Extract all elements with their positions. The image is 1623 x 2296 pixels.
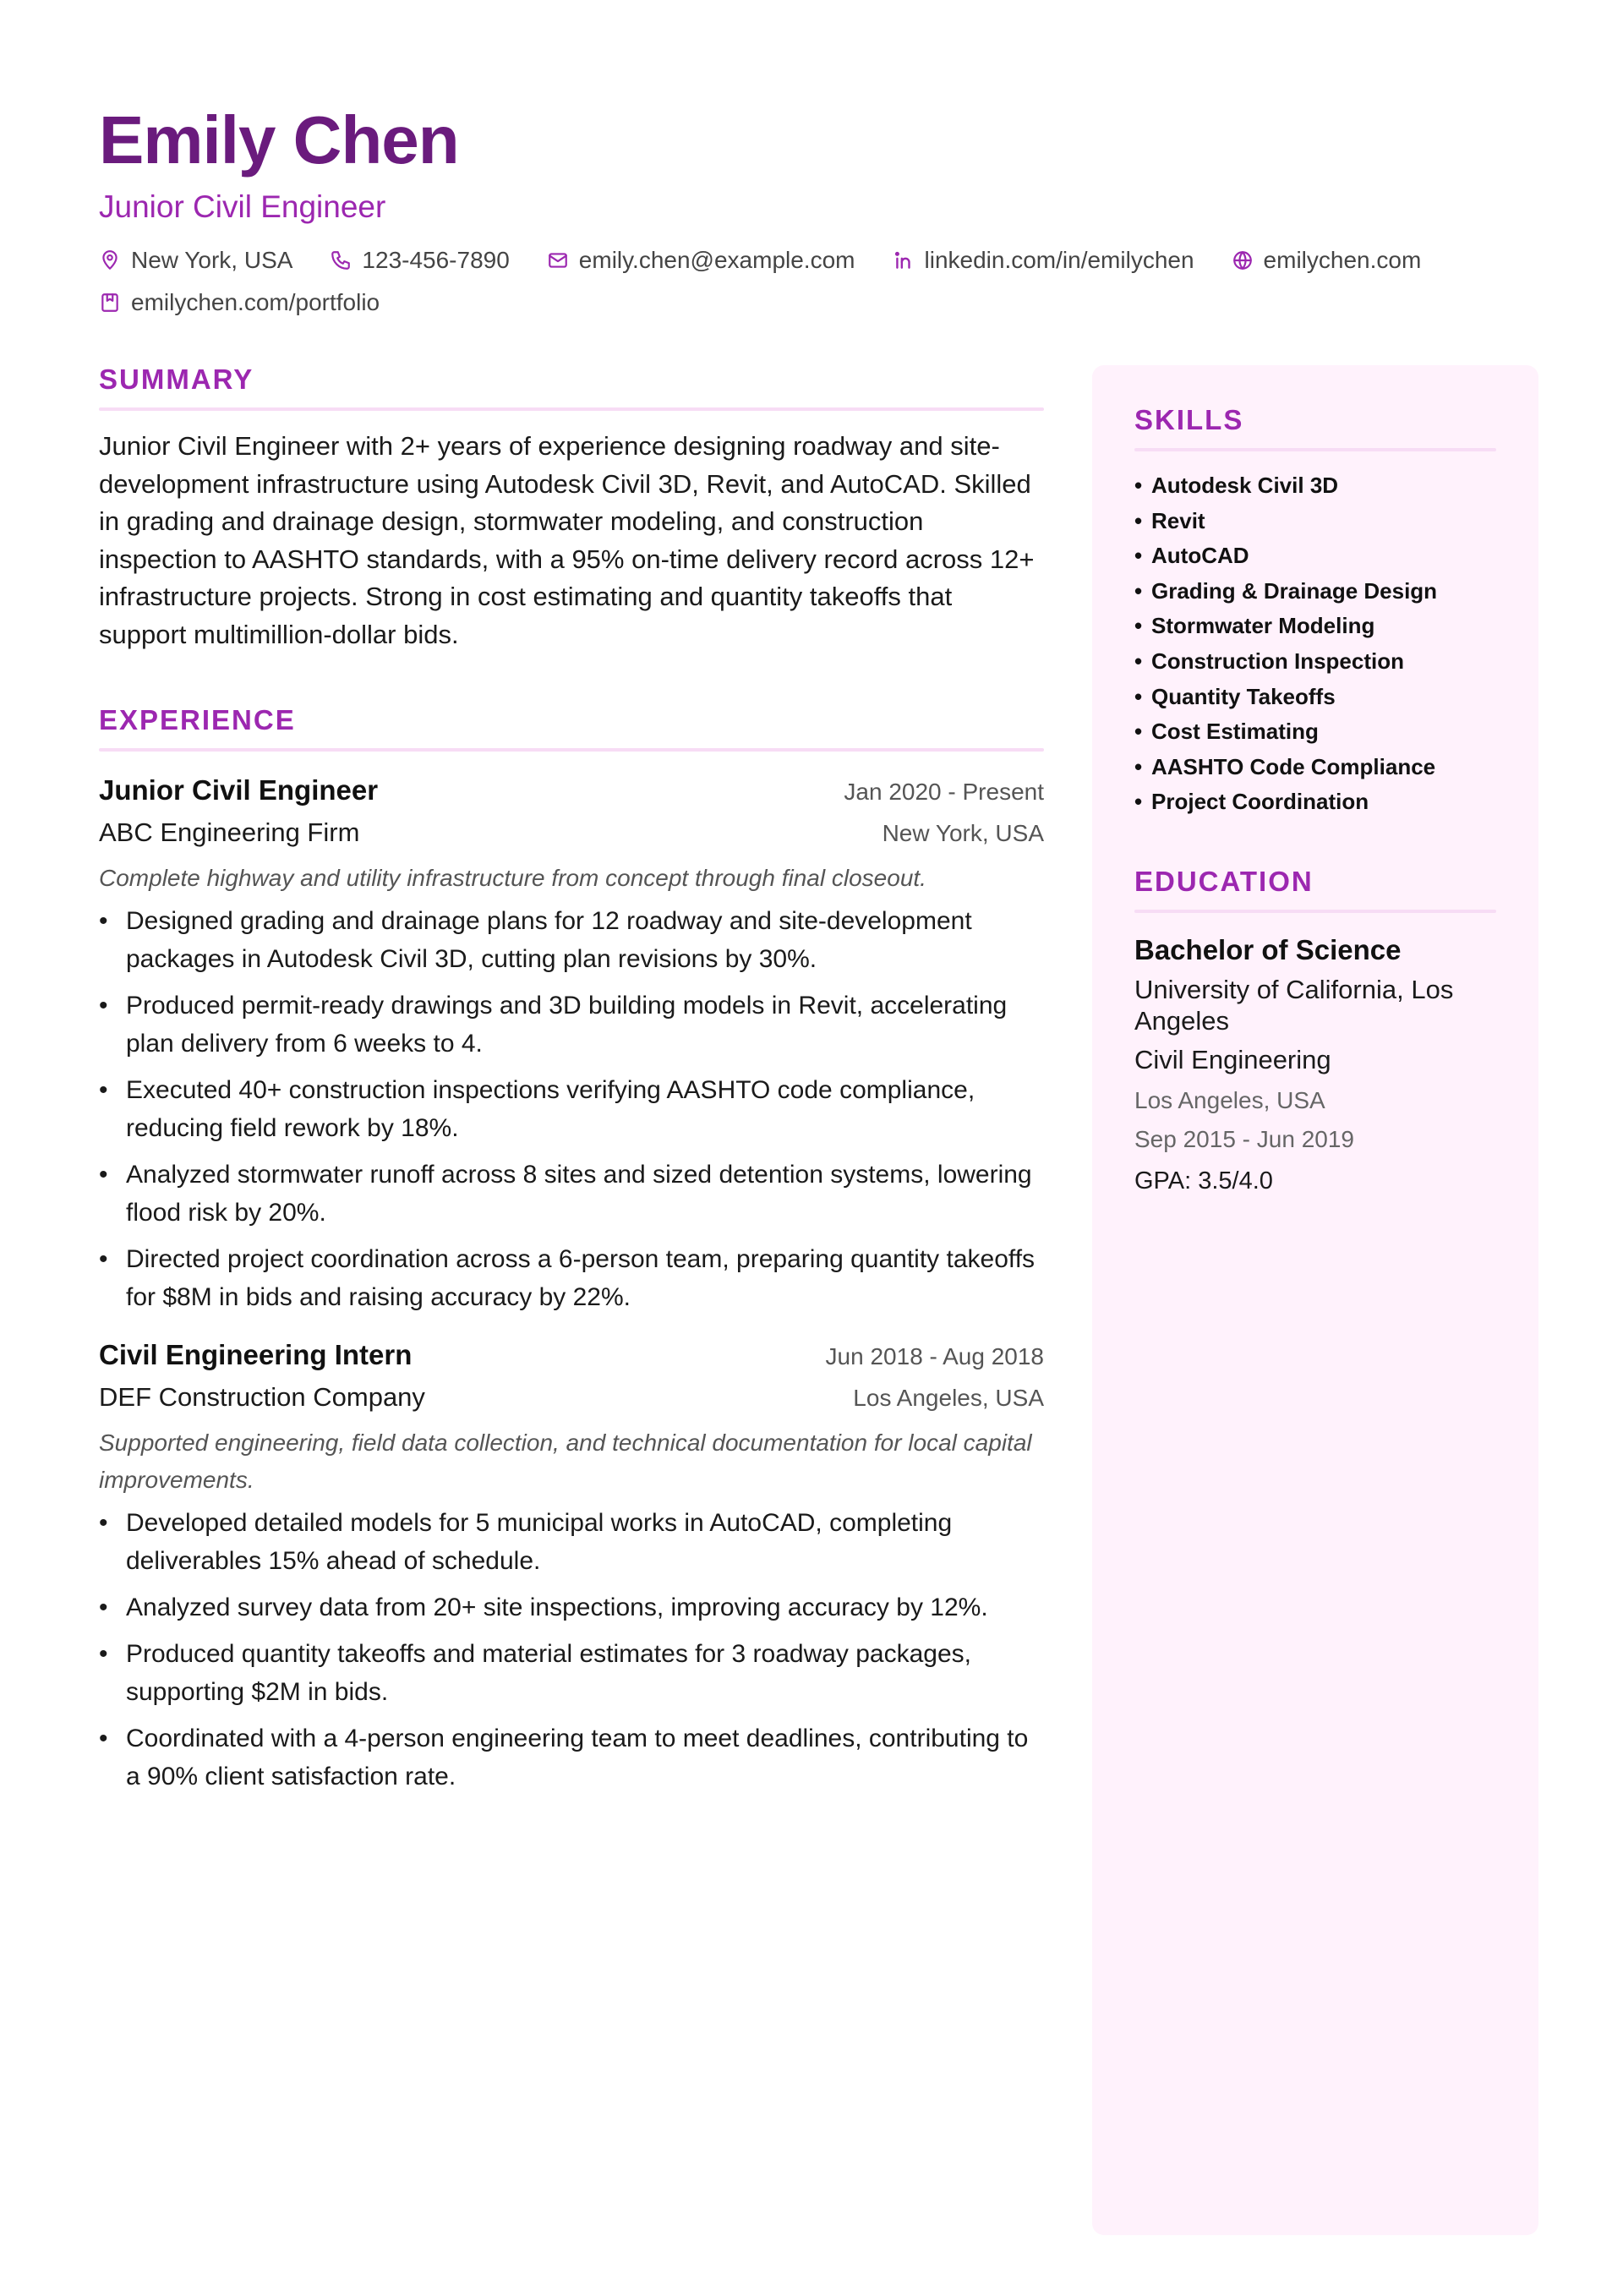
job-company-row	[99, 1374, 1044, 1416]
job-company: DEF Construction Company	[99, 1382, 425, 1412]
experience-heading: EXPERIENCE	[99, 704, 296, 735]
candidate-name: Emily Chen	[99, 102, 459, 178]
map-pin-icon	[99, 249, 121, 271]
job-location: Los Angeles, USA	[853, 1385, 1044, 1411]
skill-item: • Autodesk Civil 3D	[1134, 468, 1496, 504]
skill-item: • Grading & Drainage Design	[1134, 574, 1496, 610]
skill-item: • Project Coordination	[1134, 784, 1496, 820]
summary-section	[99, 362, 1044, 653]
section-divider	[1134, 910, 1496, 913]
job-dates: Jun 2018 - Aug 2018	[825, 1343, 1044, 1369]
education-location: Los Angeles, USA	[1134, 1086, 1325, 1113]
job-header	[99, 772, 1044, 809]
section-divider	[99, 748, 1044, 752]
job-bullet: • Directed project coordination across a 6-person team, preparing quantity takeoffs for $8M in bids and raising accuracy by 22%.	[99, 1240, 1044, 1316]
job-entry	[99, 1337, 1044, 1796]
job-bullet: • Executed 40+ construction inspections verifying AASHTO code compliance, reducing field rework by 18%.	[99, 1071, 1044, 1147]
job-bullets	[99, 1504, 1044, 1796]
degree: Bachelor of Science	[1134, 933, 1402, 965]
skill-item: • Quantity Takeoffs	[1134, 680, 1496, 715]
skill-item: • Revit	[1134, 504, 1496, 539]
phone-text: 123-456-7890	[362, 247, 510, 273]
sidebar-content	[1134, 402, 1496, 1199]
section-divider	[1134, 448, 1496, 451]
location-text: New York, USA	[131, 247, 293, 273]
job-dates: Jan 2020 - Present	[844, 779, 1044, 805]
job-entry	[99, 772, 1044, 1316]
contact-location	[99, 245, 292, 276]
skill-item: • AASHTO Code Compliance	[1134, 750, 1496, 785]
skill-item: • Cost Estimating	[1134, 714, 1496, 750]
skills-heading: SKILLS	[1134, 404, 1244, 435]
job-header	[99, 1337, 1044, 1374]
education-dates: Sep 2015 - Jun 2019	[1134, 1125, 1354, 1152]
skill-item: • Stormwater Modeling	[1134, 609, 1496, 644]
job-company: ABC Engineering Firm	[99, 817, 360, 847]
mail-icon	[547, 249, 569, 271]
contact-email[interactable]	[547, 245, 855, 276]
contact-phone[interactable]	[330, 245, 509, 276]
resume-header	[99, 100, 1536, 318]
job-description: Complete highway and utility infrastructure from concept through final closeout.	[99, 865, 926, 891]
candidate-title: Junior Civil Engineer	[99, 189, 386, 224]
job-title: Civil Engineering Intern	[99, 1339, 413, 1370]
job-bullet: • Analyzed stormwater runoff across 8 sites and sized detention systems, lowering flood risk by 20%.	[99, 1156, 1044, 1232]
education-section	[1134, 864, 1496, 1199]
linkedin-link: linkedin.com/in/emilychen	[924, 247, 1194, 273]
contact-portfolio[interactable]	[99, 287, 380, 318]
summary-text: Junior Civil Engineer with 2+ years of experience designing roadway and site-development infrastructure using Autodesk Civil 3D, Revit, and AutoCAD. Skilled in grading and drainage design, stormwater modeling, and construction inspection to AASHTO standards, with a 95% on-time delivery record across 12+ infrastructure projects. Strong in cost estimating and quantity takeoffs that support multimillion-dollar bids.	[99, 431, 1035, 649]
job-description: Supported engineering, field data collection, and technical documentation for local capital improvements.	[99, 1430, 1032, 1493]
job-bullets	[99, 902, 1044, 1316]
job-company-row	[99, 809, 1044, 851]
job-bullet: • Produced permit-ready drawings and 3D building models in Revit, accelerating plan delivery from 6 weeks to 4.	[99, 987, 1044, 1063]
job-bullet: • Produced quantity takeoffs and material estimates for 3 roadway packages, supporting $2M in bids.	[99, 1635, 1044, 1711]
contact-website[interactable]	[1232, 245, 1422, 276]
globe-icon	[1232, 249, 1254, 271]
summary-heading: SUMMARY	[99, 364, 254, 395]
job-title: Junior Civil Engineer	[99, 774, 379, 806]
contact-list	[99, 245, 1570, 318]
job-bullet: • Designed grading and drainage plans for 12 roadway and site-development packages in Autodesk Civil 3D, cutting plan revisions by 30%.	[99, 902, 1044, 978]
skill-item: • AutoCAD	[1134, 538, 1496, 574]
skill-item: • Construction Inspection	[1134, 644, 1496, 680]
job-bullet: • Developed detailed models for 5 municipal works in AutoCAD, completing deliverables 15% ahead of schedule.	[99, 1504, 1044, 1580]
sidebar	[1092, 365, 1538, 2235]
skills-list	[1134, 468, 1496, 820]
section-divider	[99, 407, 1044, 411]
contact-linkedin[interactable]	[893, 245, 1194, 276]
experience-section	[99, 702, 1044, 1796]
gpa: GPA: 3.5/4.0	[1134, 1167, 1273, 1194]
skills-section	[1134, 402, 1496, 820]
website-link: emilychen.com	[1263, 247, 1422, 273]
bookmark-icon	[99, 292, 121, 314]
job-bullet: • Coordinated with a 4-person engineering team to meet deadlines, contributing to a 90% client satisfaction rate.	[99, 1719, 1044, 1796]
phone-icon	[330, 249, 352, 271]
email-link: emily.chen@example.com	[578, 247, 855, 273]
portfolio-link: emilychen.com/portfolio	[131, 289, 380, 315]
school-name: University of California, Los Angeles	[1134, 974, 1454, 1036]
main-column	[99, 362, 1044, 1804]
job-location: New York, USA	[882, 820, 1044, 846]
education-heading: EDUCATION	[1134, 865, 1314, 897]
linkedin-icon	[893, 249, 915, 271]
field-of-study: Civil Engineering	[1134, 1044, 1331, 1074]
job-bullet: • Analyzed survey data from 20+ site inspections, improving accuracy by 12%.	[99, 1588, 1044, 1626]
